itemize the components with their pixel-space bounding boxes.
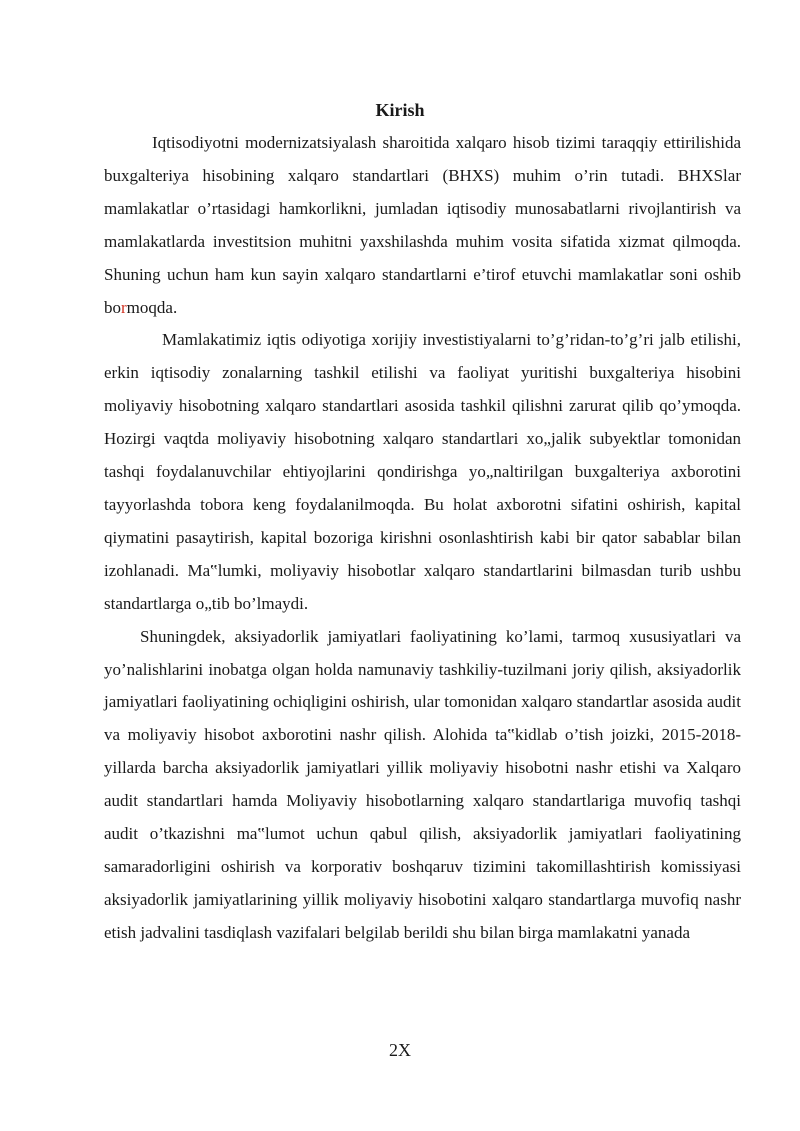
page-title: Kirish [375,100,425,120]
paragraph-intro-text: Iqtisodiyotni modernizatsiyalash sharoitida xalqaro hisob tizimi taraqqiy ettirilishida buxgalteriya hisobining xalqaro standartlari (BHXS) muhim o’rin tutadi. BHXSlar mamlakatlar o’rtasidagi hamkorlikni, jumladan iqtisodiy munosabatlarni rivojlantirish va mamlakatlarda investitsion muhitni yaxshilashda muhim vosita sifatida xizmat qilmoqda. Shuning uchun ham kun sayin xalqaro standartlarni e’tirof etuvchi mamlakatlar soni oshib bo [104,133,741,317]
paragraph-intro-end: moqda. [126,297,178,317]
paragraph-joint-stock: Shuningdek, aksiyadorlik jamiyatlari faoliyatining ko’lami, tarmoq xususiyatlari va yo’nalishlarini inobatga olgan holda namunaviy tashkiliy-tuzilmani joriy qilish, aksiyadorlik jamiyatlari faoliyatining ochiqligini oshirish, ular tomonidan xalqaro standartlar asosida audit va moliyaviy hisobot axborotini nashr qilish. Alohida ta‟kidlab o’tish joizki, 2015-2018-yillarda barcha aksiyadorlik jamiyatlari yillik moliyaviy hisobotni nashr etishi va Xalqaro audit standartlari hamda Moliyaviy hisobotlarning xalqaro standartlariga muvofiq tashqi audit o’tkazishni ma‟lumot uchun qabul qilish, aksiyadorlik jamiyatlari faoliyatining samaradorligini oshirish va korporativ boshqaruv tizimini takomillashtirish komissiyasi aksiyadorlik jamiyatlarining yillik moliyaviy hisobotini xalqaro standartlarga muvofiq nashr etish jadvalini tasdiqlash vazifalari belgilab berildi shu bilan birga mamlakatni yanada [104,626,741,942]
paragraph-intro [104,127,741,324]
highlighted-letter: r [121,297,127,317]
paragraph-investment: Mamlakatimiz iqtis odiyotiga xorijiy investistiyalarni to’g’ridan-to’g’ri jalb etilishi, erkin iqtisodiy zonalarning tashkil etilishi va faoliyat yuritishi buxgalteriya hisobini moliyaviy hisobotning xalqaro standartlari asosida tashkil qilishni zarurat qilib qo’ymoqda. Hozirgi vaqtda moliyaviy hisobotning xalqaro standartlari xo„jalik subyektlar tomonidan tashqi foydalanuvchilar ehtiyojlarini qondirishga yo„naltirilgan buxgalteriya axborotini tayyorlashda tobora keng foydalanilmoqda. Bu holat axborotni sifatini oshirish, kapital qiymatini pasaytirish, kapital bozoriga kirishni osonlashtirish kabi bir qator sabablar bilan izohlanadi. Ma‟lumki, moliyaviy hisobotlar xalqaro standartlarini bilmasdan turib ushbu standartlarga o„tib bo’lmaydi. [104,330,741,613]
page-number: 2X [389,1040,411,1060]
document-body [104,127,741,950]
